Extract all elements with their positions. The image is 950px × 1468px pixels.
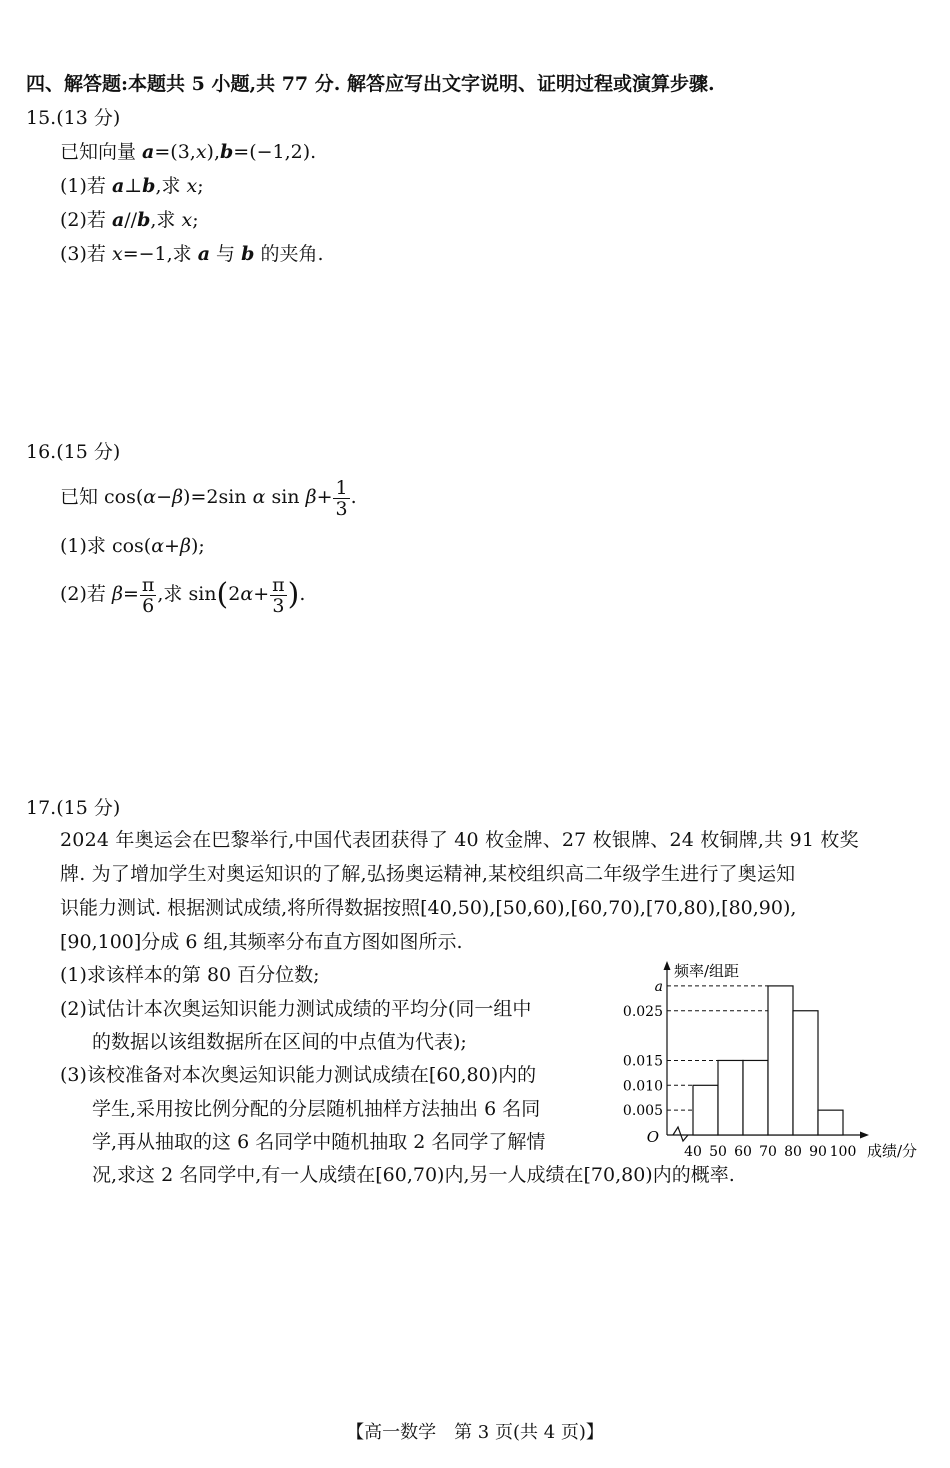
y-tick-label: 0.010 [622, 1078, 663, 1095]
q16-heading: 16.(15 分) [26, 441, 121, 463]
section-header: 四、解答题:本题共 5 小题,共 77 分. 解答应写出文字说明、证明过程或演算步骤. [26, 73, 715, 95]
x-axis-label: 成绩/分 [867, 1142, 918, 1160]
q16-part1: (1)求 cos(α+β); [60, 535, 205, 557]
histogram-bar [718, 1060, 743, 1135]
fraction-one-third: $\frac{1}{3}$ [335, 476, 348, 520]
q15-heading: 15.(13 分) [26, 107, 121, 129]
q17-part2-line1: (2)试估计本次奥运知识能力测试成绩的平均分(同一组中 [60, 998, 532, 1020]
q17-part3-line2: 学生,采用按比例分配的分层随机抽样方法抽出 6 名同 [92, 1098, 541, 1120]
q17-body-line-1: 2024 年奥运会在巴黎举行,中国代表团获得了 40 枚金牌、27 枚银牌、24 枚铜牌,共 91 枚奖 [60, 829, 859, 851]
y-tick-label: 0.005 [622, 1103, 663, 1120]
x-tick-label: 60 [734, 1144, 752, 1160]
q16-given: 已知 cos(α−β)=2sin α sin β+ $\frac{1}{3}$ . [60, 476, 357, 520]
histogram-bar [693, 1085, 718, 1135]
x-tick-label: 90 [809, 1144, 827, 1160]
fraction-pi-over-six: $\frac{\pi}{6}$ [141, 573, 155, 617]
axis-break-mark [673, 1127, 688, 1141]
q15-part2: (2)若 a//b,求 x; [60, 209, 199, 231]
q17-heading: 17.(15 分) [26, 797, 121, 819]
q17-body-line-4: [90,100]分成 6 组,其频率分布直方图如图所示. [60, 931, 463, 953]
q15-given: 已知向量 a=(3,x),b=(−1,2). [60, 141, 317, 163]
fraction-pi-over-three: $\frac{\pi}{3}$ [272, 573, 285, 617]
histogram-bar [818, 1110, 843, 1135]
q17-body-line-2: 牌. 为了增加学生对奥运知识的了解,弘扬奥运精神,某校组织高二年级学生进行了奥运知 [60, 863, 796, 885]
q17-body-line-3: 识能力测试. 根据测试成绩,将所得数据按照[40,50),[50,60),[60,70),[70,80),[80,90), [60, 897, 797, 919]
x-tick-label: 100 [829, 1144, 857, 1160]
x-tick-label: 80 [784, 1144, 802, 1160]
y-tick-label: 0.015 [622, 1053, 663, 1070]
histogram-bar [743, 1060, 768, 1135]
y-tick-label: 0.025 [622, 1003, 663, 1020]
origin-label: O [646, 1128, 659, 1146]
y-tick-label: a [654, 978, 663, 995]
x-tick-label: 70 [759, 1144, 777, 1160]
x-tick-label: 40 [684, 1144, 702, 1160]
y-axis-label: 频率/组距 [674, 962, 740, 980]
q17-part2-line2: 的数据以该组数据所在区间的中点值为代表); [92, 1031, 467, 1053]
histogram-bar [768, 986, 793, 1135]
q17-part3-line3: 学,再从抽取的这 6 名同学中随机抽取 2 名同学了解情 [92, 1131, 546, 1153]
y-axis-arrow [664, 961, 671, 970]
x-axis-arrow [860, 1132, 869, 1139]
page-footer: 【高一数学 第 3 页(共 4 页)】 [346, 1422, 604, 1443]
histogram-bar [793, 1011, 818, 1135]
frequency-histogram [615, 955, 940, 1165]
q15-part1: (1)若 a⊥b,求 x; [60, 175, 204, 197]
q17-part3-line1: (3)该校准备对本次奥运知识能力测试成绩在[60,80)内的 [60, 1064, 537, 1086]
x-tick-label: 50 [709, 1144, 727, 1160]
q17-part1: (1)求该样本的第 80 百分位数; [60, 964, 320, 986]
q15-part3: (3)若 x=−1,求 a 与 b 的夹角. [60, 243, 324, 265]
q16-part2: (2)若 β= $\frac{\pi}{6}$ ,求 sin(2α+ $\frac{\pi}{3}$ ). [60, 573, 306, 617]
q17-part3-line4: 况,求这 2 名同学中,有一人成绩在[60,70)内,另一人成绩在[70,80)内的概率. [92, 1164, 735, 1186]
